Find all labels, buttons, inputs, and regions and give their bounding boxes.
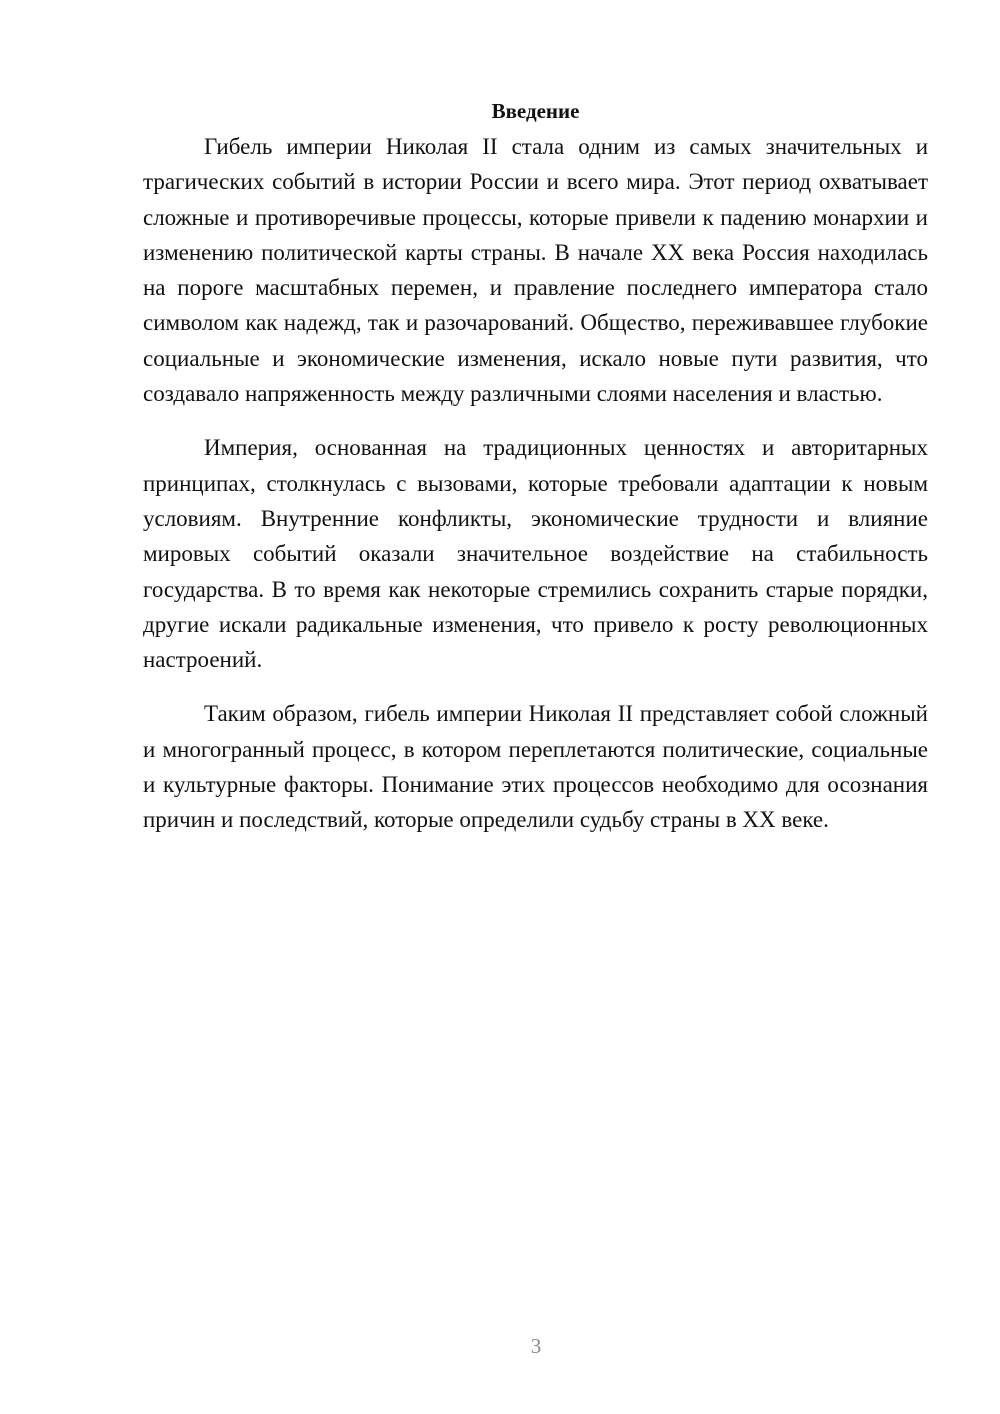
paragraph-1: Гибель империи Николая II стала одним из самых значительных и трагических событий в истории России и всего мира. Этот период охватывает сложные и противоречивые процессы, которые привели к падению монархии и изменению политической карты страны. В начале XX века Россия находилась на пороге масштабных перемен, и правление последнего императора стало символом как надежд, так и разочарований. Общество, переживавшее глубокие социальные и экономические изменения, искало новые пути развития, что создавало напряженность между различными слоями населения и властью. [143, 134, 928, 407]
paragraph-2: Империя, основанная на традиционных ценностях и авторитарных принципах, столкнулась с вызовами, которые требовали адаптации к новым условиям. Внутренние конфликты, экономические трудности и влияние мировых событий оказали значительное воздействие на стабильность государства. В то время как некоторые стремились сохранить старые порядки, другие искали радикальные изменения, что привело к росту революционных настроений. [143, 435, 928, 673]
page-content [143, 96, 928, 838]
page-number: 3 [530, 1334, 542, 1358]
section-heading: Введение [491, 99, 580, 123]
paragraph-3: Таким образом, гибель империи Николая II представляет собой сложный и многогранный процесс, в котором переплетаются политические, социальные и культурные факторы. Понимание этих процессов необходимо для осознания причин и последствий, которые определили судьбу страны в XX веке. [143, 701, 928, 833]
